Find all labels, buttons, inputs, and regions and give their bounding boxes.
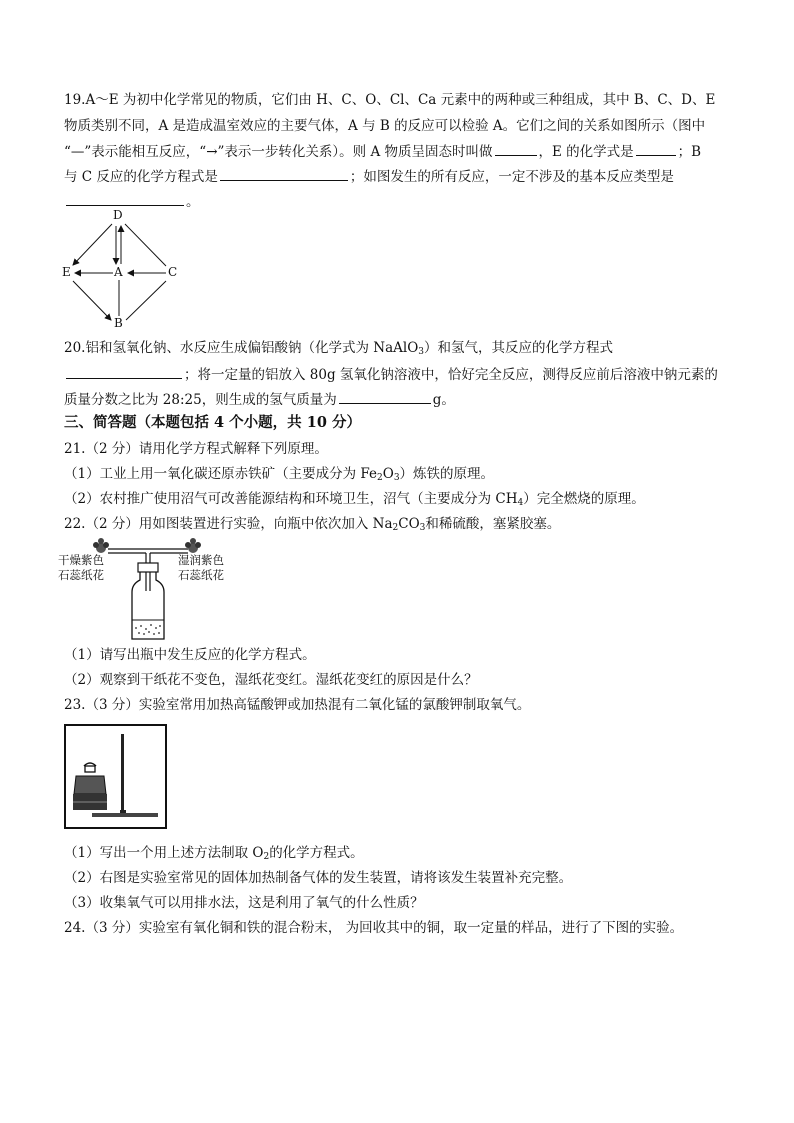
- q19-line-1: 19.A～E 为初中化学常见的物质，它们由 H、C、O、Cl、Ca 元素中的两种或三种组成，其中 B、C、D、E: [64, 92, 716, 108]
- q22-stem: 22.（2 分）用如图装置进行实验，向瓶中依次加入 $Na_2CO_3$和稀硫酸，塞紧胶塞。: [64, 516, 561, 533]
- answer-blank[interactable]: [339, 389, 431, 404]
- node-a: A: [114, 265, 123, 279]
- answer-blank[interactable]: [66, 191, 184, 206]
- node-d: D: [113, 208, 123, 222]
- q23-part-1: （1）写出一个用上述方法制取 $O_2$的化学方程式。: [64, 845, 364, 862]
- heating-apparatus-drawing: [64, 724, 168, 830]
- q23-part-3: （3）收集氧气可以用排水法，这是利用了氧气的什么性质？: [64, 895, 424, 911]
- node-c: C: [168, 265, 178, 279]
- answer-blank[interactable]: [636, 141, 676, 156]
- q20-line-1: 20.铝和氢氧化钠、水反应生成偏铝酸钠（化学式为 NaAlO$_3$）和氢气，其反应的化学方程式: [64, 340, 613, 357]
- relationship-diagram: [58, 208, 186, 330]
- wet-flower-icon: [185, 538, 201, 553]
- q21-part-1: （1）工业上用一氧化碳还原赤铁矿（主要成分为 $Fe_2O_3$）炼铁的原理。: [64, 466, 495, 483]
- q20-line-3: 质量分数之比为 28:25，则生成的氢气质量为 g。: [64, 389, 455, 410]
- q19-line-2: 物质类别不同，A 是造成温室效应的主要气体，A 与 B 的反应可以检验 A。它们之间的关系如图所示（图中: [64, 118, 706, 134]
- answer-blank[interactable]: [495, 141, 537, 156]
- q19-line-4: 与 C 反应的化学方程式是 ；如图发生的所有反应，一定不涉及的基本反应类型是: [64, 166, 674, 187]
- q23-part-2: （2）右图是实验室常见的固体加热制备气体的发生装置，请将该发生装置补充完整。: [64, 870, 573, 886]
- q19-line-3: “—”表示能相互反应，“→”表示一步转化关系）。则 A 物质呈固态时叫做 ，E 的化学式是 ；B: [64, 141, 701, 162]
- alcohol-lamp-icon: [73, 763, 107, 810]
- heating-apparatus-figure: [64, 724, 168, 830]
- flask-apparatus-figure: [60, 536, 240, 644]
- q24-stem: 24.（3 分）实验室有氧化铜和铁的混合粉末， 为回收其中的铜，取一定量的样品，进行了下图的实验。: [64, 920, 684, 936]
- node-e: E: [62, 265, 71, 279]
- label-wet-flower: 湿润紫色 石蕊纸花: [178, 553, 224, 582]
- label-dry-flower: 干燥紫色 石蕊纸花: [58, 553, 104, 582]
- answer-blank[interactable]: [220, 166, 348, 181]
- q21-part-2: （2）农村推广使用沼气可改善能源结构和环境卫生，沼气（主要成分为 $CH_4$）完全燃烧的原理。: [64, 491, 645, 508]
- q21-stem: 21.（2 分）请用化学方程式解释下列原理。: [64, 441, 328, 457]
- q22-part-1: （1）请写出瓶中发生反应的化学方程式。: [64, 647, 316, 663]
- section-title: 三、简答题（本题包括 4 个小题，共 10 分）: [64, 414, 361, 431]
- q19-line-5: 。: [64, 191, 200, 212]
- q23-stem: 23.（3 分）实验室常用加热高锰酸钾或加热混有二氧化锰的氯酸钾制取氧气。: [64, 697, 531, 713]
- answer-blank[interactable]: [66, 364, 182, 379]
- q22-part-2: （2）观察到干纸花不变色，湿纸花变红。湿纸花变红的原因是什么？: [64, 672, 478, 688]
- q20-line-2: ；将一定量的铝放入 80g 氢氧化钠溶液中，恰好完全反应，测得反应前后溶液中钠元素的: [64, 364, 718, 385]
- dry-flower-icon: [93, 538, 109, 553]
- node-b: B: [114, 316, 123, 330]
